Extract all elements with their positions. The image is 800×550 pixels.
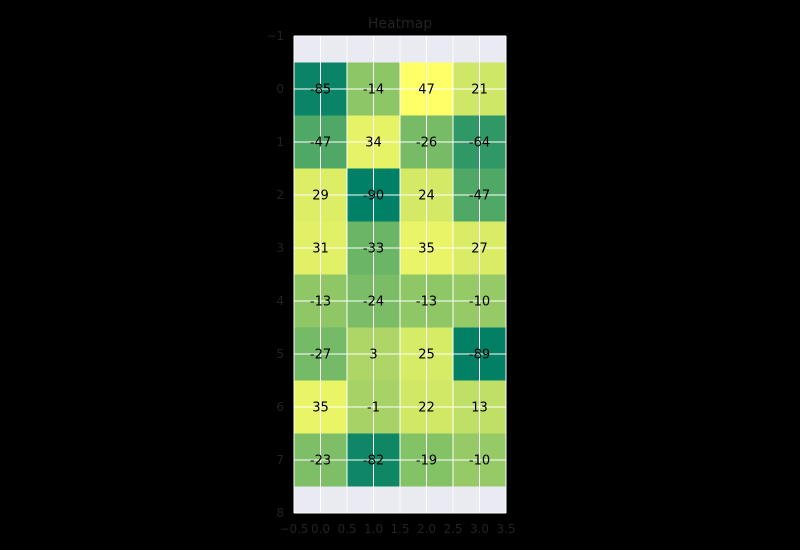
y-tick-label: −1 [266,29,284,43]
cell-value-label: -10 [468,294,491,310]
cell-value-label: -23 [309,453,332,469]
y-tick-label: 0 [276,82,284,96]
cell-value-label: -82 [362,453,385,469]
cell-value-label: 27 [471,241,488,257]
cell-value-label: -13 [415,294,438,310]
cell-value-label: 34 [365,135,382,151]
cell-value-label: 13 [471,400,488,416]
y-tick-label: 2 [276,188,284,202]
cell-value-label: 47 [418,82,435,98]
cell-value-label: 21 [471,82,488,98]
cell-value-label: 35 [312,400,329,416]
cell-value-label: -33 [362,241,385,257]
y-tick-label: 8 [276,506,284,520]
x-tick-label: 0.5 [337,522,357,536]
x-tick-label: 2.0 [416,522,437,536]
cell-value-label: -10 [468,453,491,469]
cell-value-label: 25 [418,347,435,363]
cell-value-label: -47 [309,135,332,151]
cell-value-label: 31 [312,241,329,257]
y-tick-label: 4 [276,294,284,308]
cell-value-label: 24 [418,188,435,204]
cell-value-label: 3 [369,347,378,363]
y-tick-label: 6 [276,400,284,414]
y-tick-label: 5 [276,347,284,361]
y-tick-label: 7 [276,453,284,467]
x-tick-label: 3.0 [469,522,490,536]
cell-value-label: -13 [309,294,332,310]
cell-value-label: -47 [468,188,491,204]
x-tick-label: 2.5 [443,522,463,536]
x-axis [279,522,515,536]
x-tick-label: 1.5 [390,522,410,536]
cell-value-label: -85 [309,82,332,98]
cell-value-label: -14 [362,82,385,98]
cell-value-label: -90 [362,188,385,204]
cell-value-label: -27 [309,347,332,363]
cell-value-label: -89 [468,347,491,363]
cell-value-label: 35 [418,241,435,257]
cell-value-label: 29 [312,188,329,204]
x-tick-label: −0.5 [279,522,309,536]
x-tick-label: 0.0 [310,522,331,536]
y-tick-label: 3 [276,241,284,255]
y-tick-label: 1 [276,135,284,149]
cell-value-label: -1 [367,400,380,416]
plot-area [294,36,506,513]
chart-title: Heatmap [367,16,433,32]
x-tick-label: 3.5 [496,522,516,536]
cell-value-label: 22 [418,400,435,416]
cell-value-label: -64 [468,135,491,151]
cell-value-label: -26 [415,135,438,151]
cell-value-label: -24 [362,294,385,310]
x-tick-label: 1.0 [363,522,384,536]
cell-value-label: -19 [415,453,438,469]
